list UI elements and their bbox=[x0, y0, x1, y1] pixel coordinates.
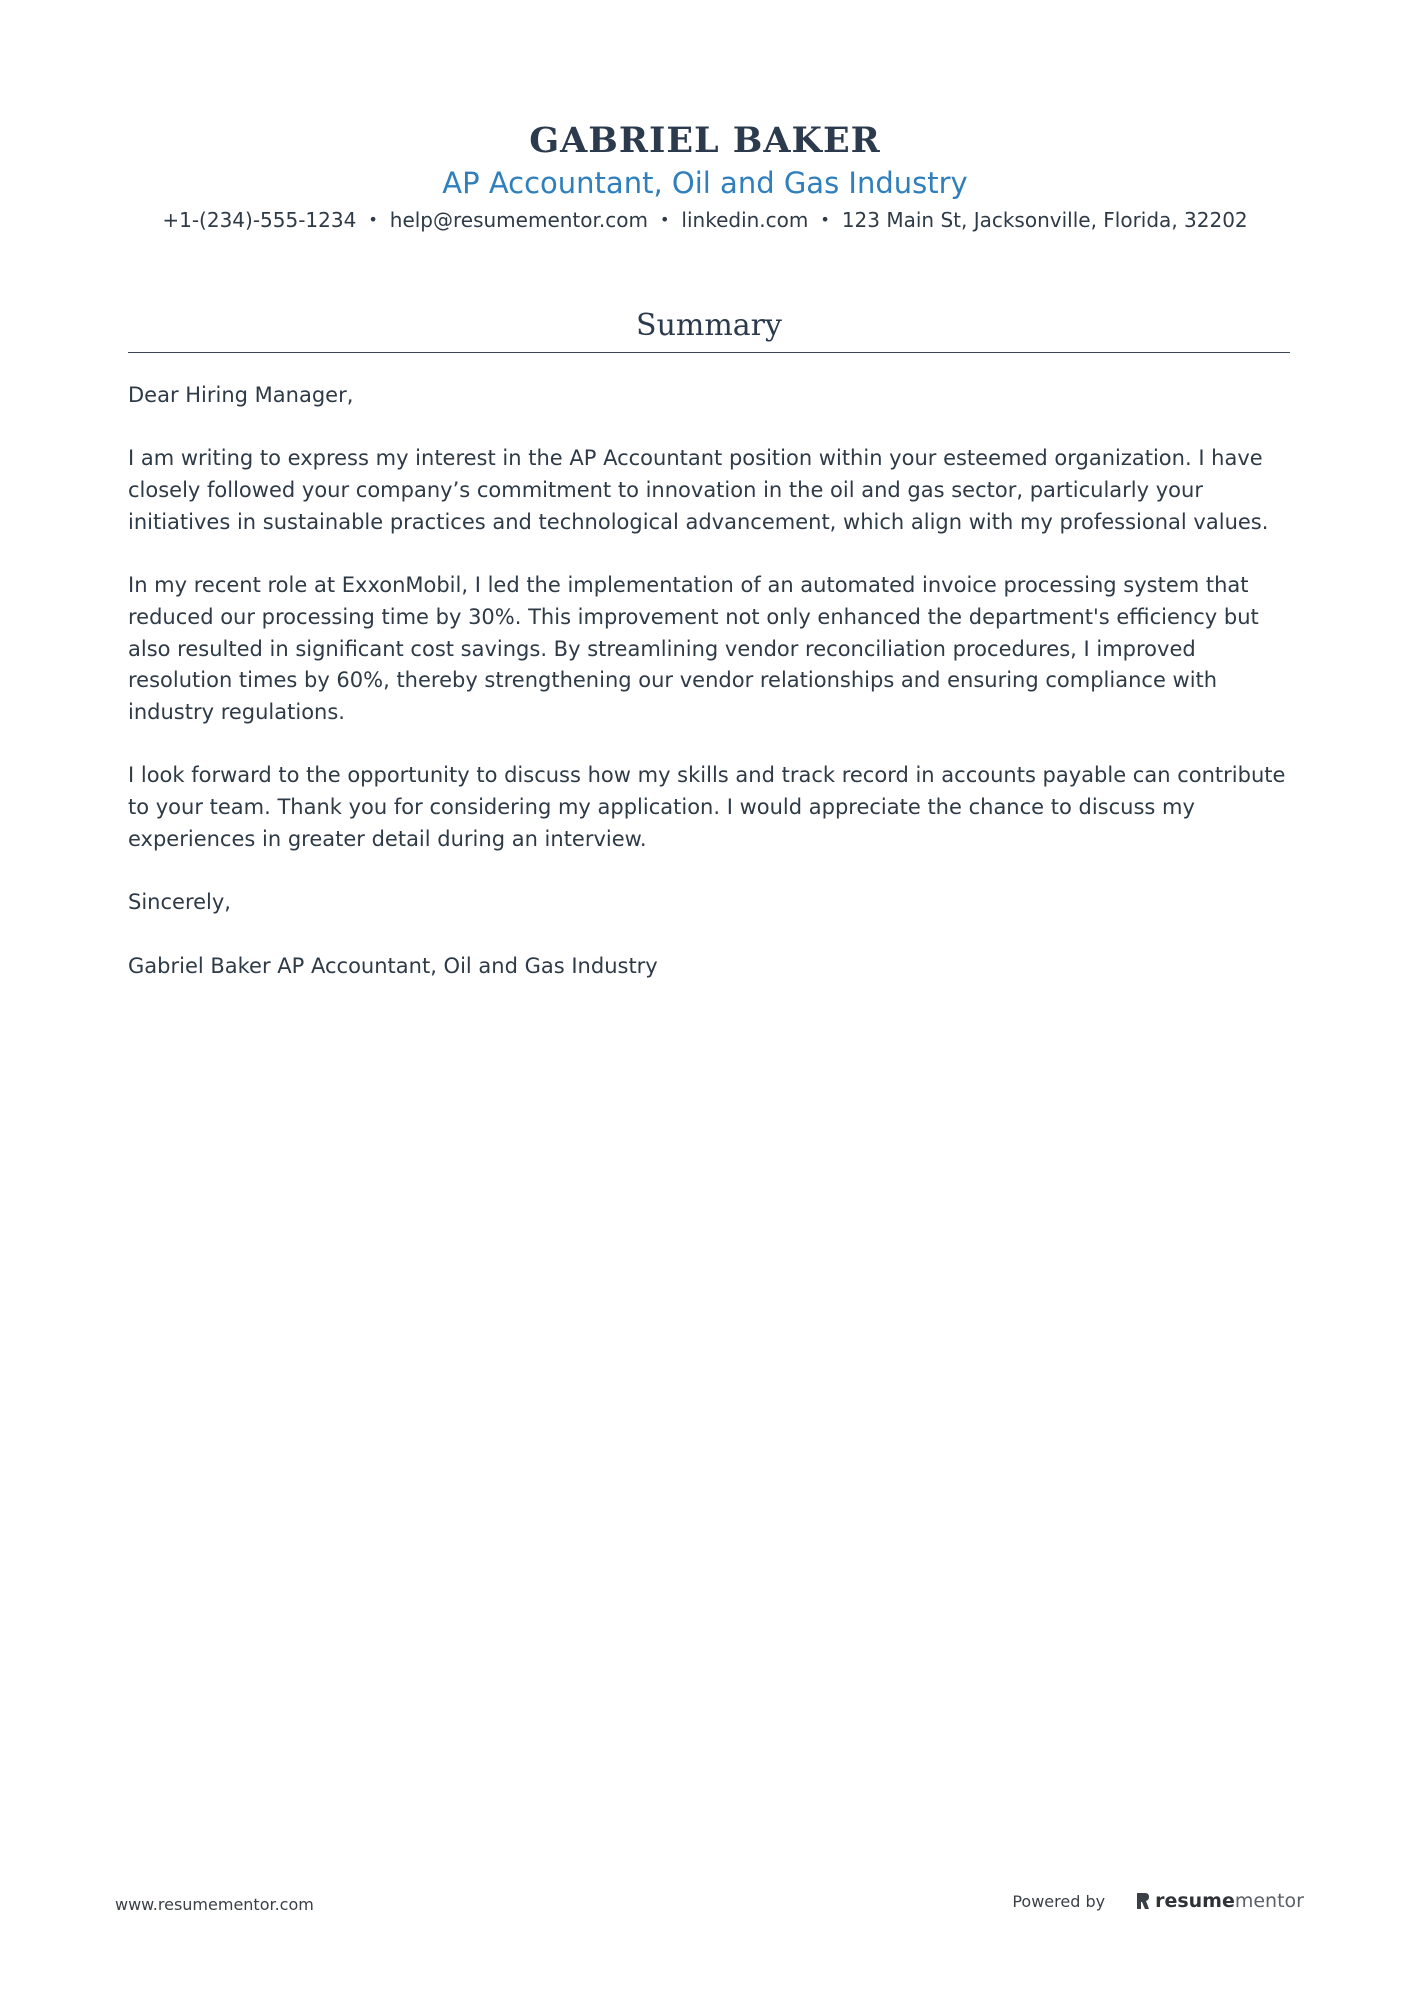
letter-paragraph: In my recent role at ExxonMobil, I led the implementation of an automated invoice processing system that reduced our processing time by 30%. This improvement not only enhanced the department's efficiency but also resulted in significant cost savings. By streamlining vendor reconciliation procedures, I improved resolution times by 60%, thereby strengthening our vendor relationships and ensuring compliance with industry regulations. bbox=[128, 573, 1259, 724]
contact-phone: +1-(234)-555-1234 bbox=[162, 208, 357, 232]
brand-name-light: mentor bbox=[1234, 1890, 1304, 1912]
letter-greeting: Dear Hiring Manager, bbox=[128, 383, 354, 407]
footer-website: www.resumementor.com bbox=[115, 1895, 314, 1914]
letter-paragraph: I look forward to the opportunity to discuss how my skills and track record in accounts payable can contribute to your team. Thank you for considering my application. I would appreciate the chance to discuss my experiences in greater detail during an interview. bbox=[128, 763, 1286, 851]
letter-paragraph: I am writing to express my interest in the AP Accountant position within your esteemed organization. I have closely followed your company’s commitment to innovation in the oil and gas sector, particularly your initiatives in sustainable practices and technological advancement, which align with my professional values. bbox=[128, 446, 1269, 534]
applicant-name: GABRIEL BAKER bbox=[529, 120, 881, 161]
section-divider bbox=[128, 352, 1290, 353]
contact-line bbox=[0, 206, 1410, 234]
contact-address: 123 Main St, Jacksonville, Florida, 32202 bbox=[841, 208, 1248, 232]
footer-branding bbox=[1012, 1890, 1304, 1912]
letter-body bbox=[128, 380, 1290, 1014]
section-title-summary: Summary bbox=[636, 308, 782, 343]
brand-name-bold: resume bbox=[1155, 1890, 1235, 1912]
contact-email: help@resumementor.com bbox=[389, 208, 648, 232]
powered-by-label: Powered by bbox=[1012, 1891, 1106, 1911]
letter-header bbox=[0, 118, 1410, 234]
contact-separator: • bbox=[368, 210, 378, 229]
letter-closing: Sincerely, bbox=[128, 890, 231, 915]
resumementor-logo-icon bbox=[1135, 1891, 1151, 1911]
letter-signature: Gabriel Baker AP Accountant, Oil and Gas Industry bbox=[128, 953, 658, 978]
brand-logo bbox=[1135, 1890, 1304, 1912]
applicant-title: AP Accountant, Oil and Gas Industry bbox=[442, 166, 968, 200]
contact-linkedin: linkedin.com bbox=[681, 208, 809, 232]
contact-separator: • bbox=[820, 210, 830, 229]
contact-separator: • bbox=[659, 210, 670, 229]
